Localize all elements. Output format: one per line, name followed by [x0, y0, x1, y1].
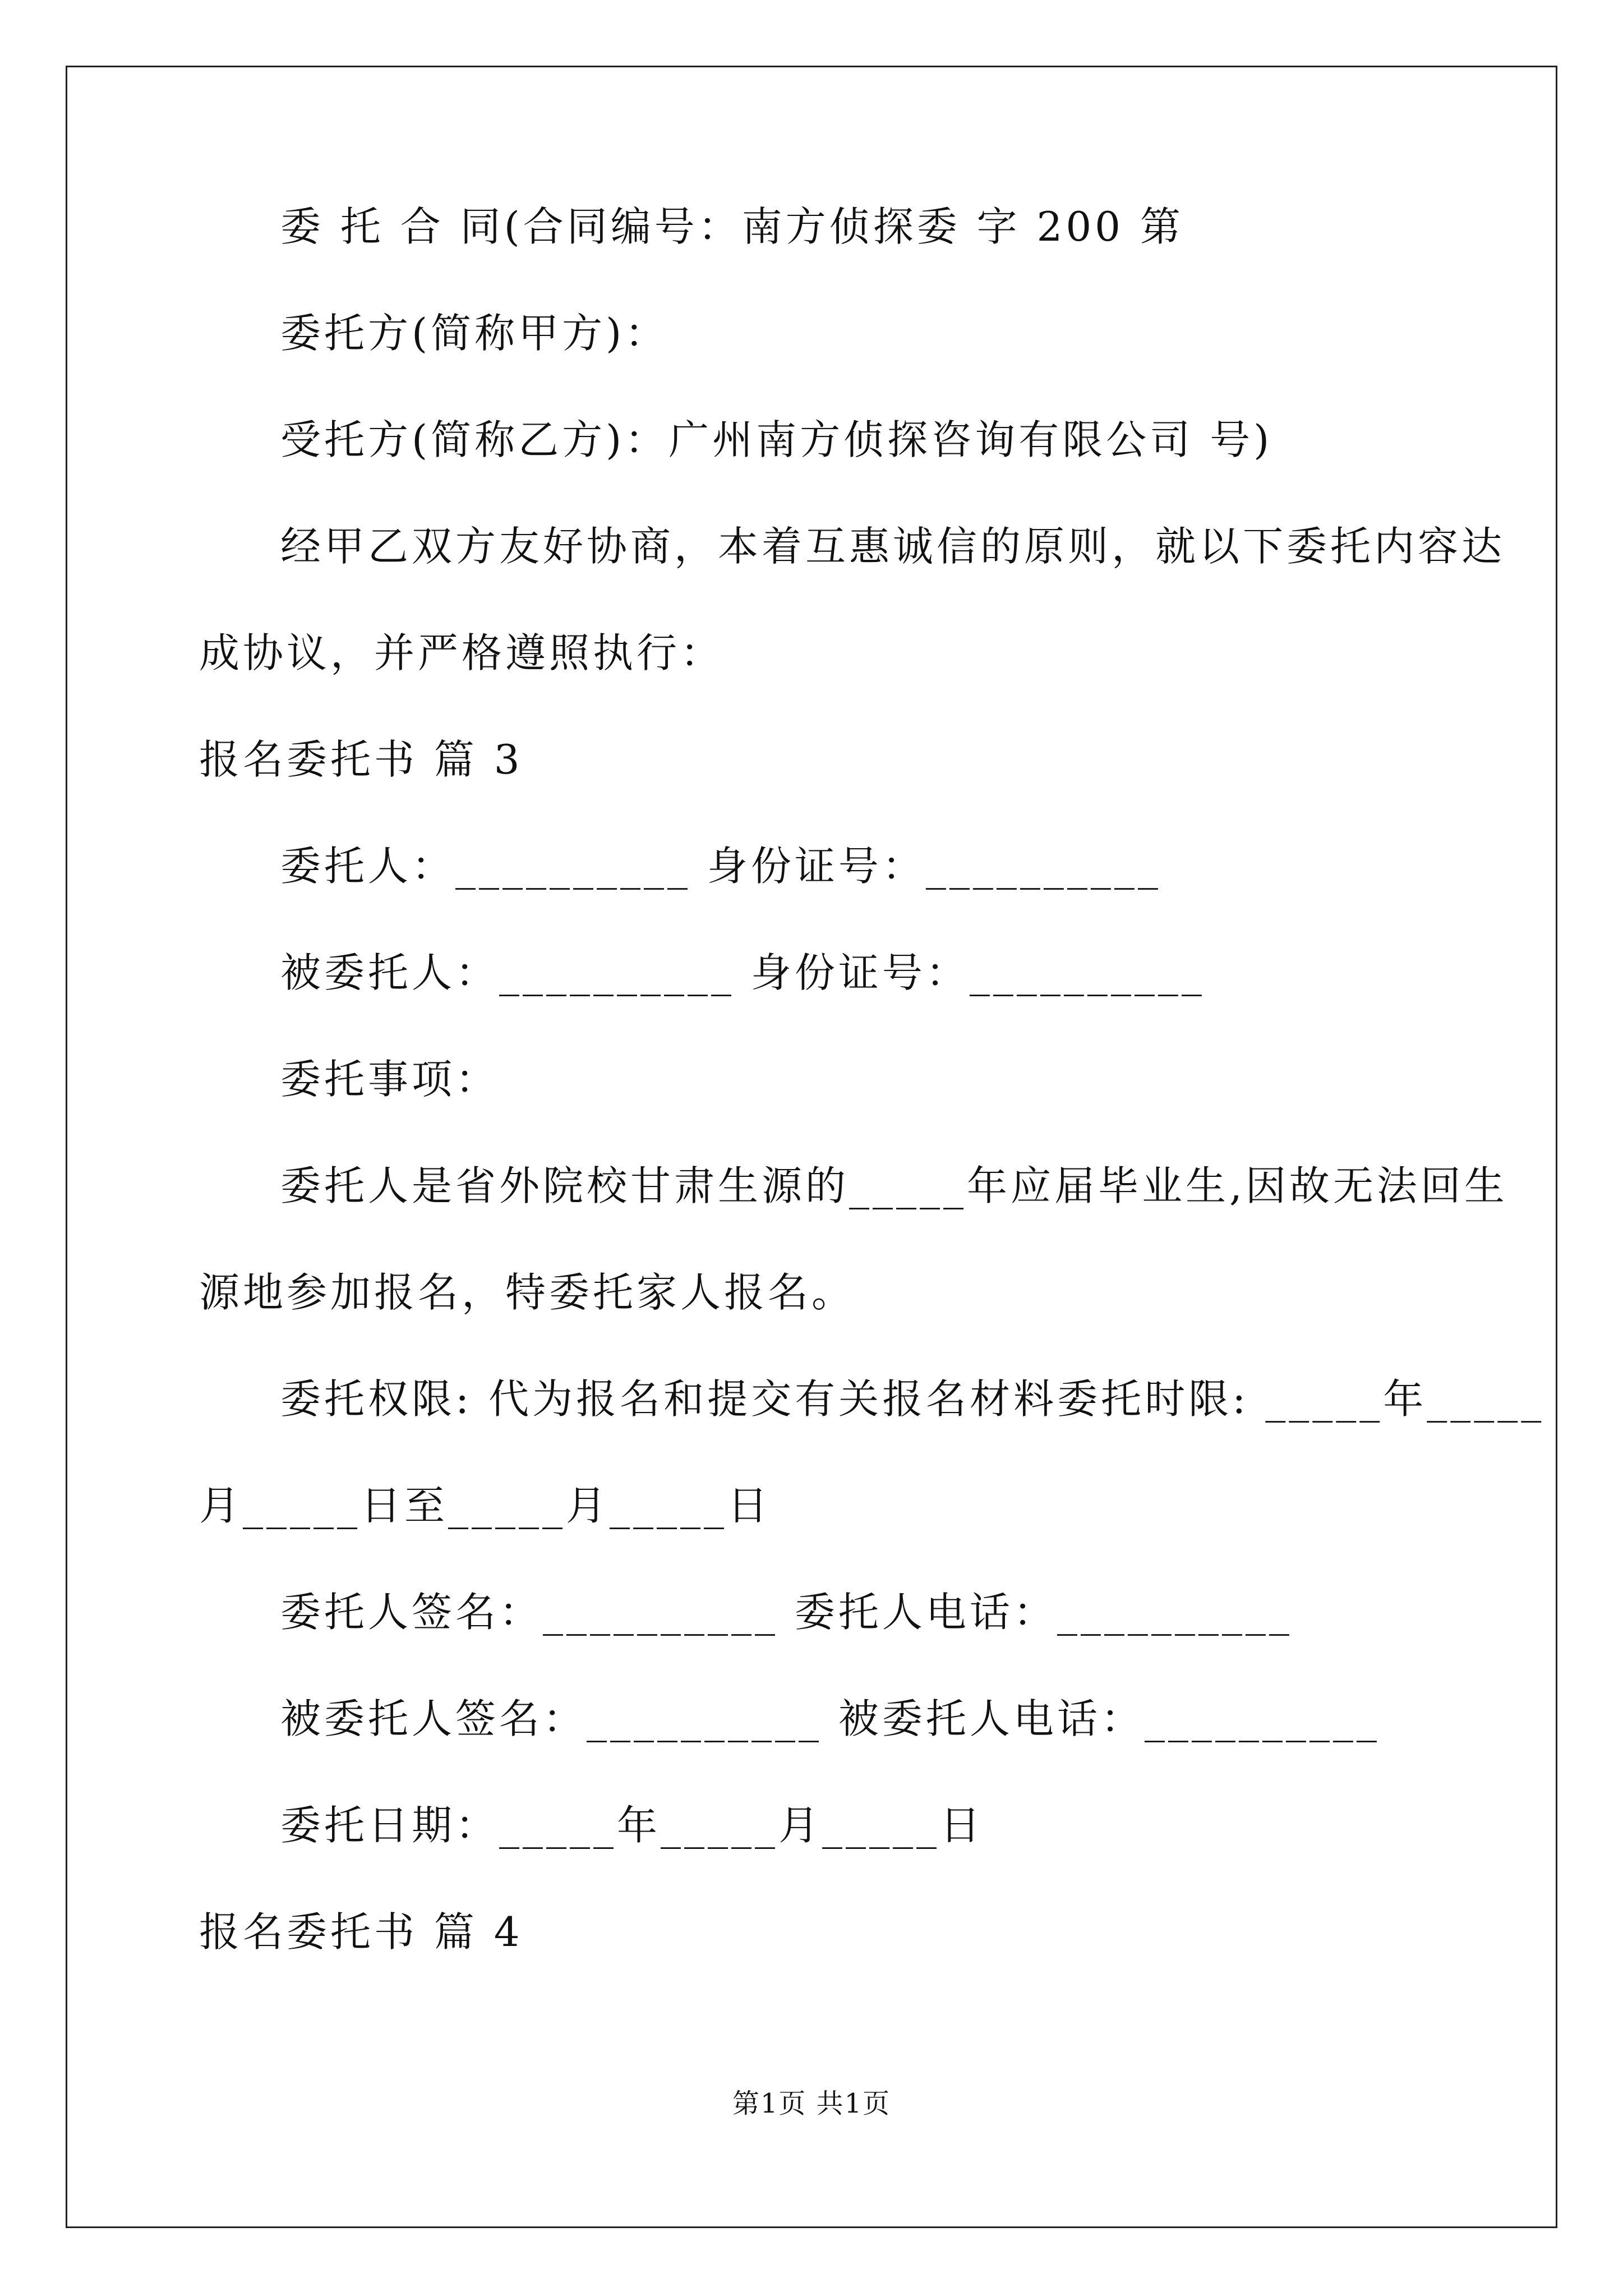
- page-footer: 第1页 共1页: [732, 2088, 891, 2119]
- agent-signature-line: 被委托人签名：__________ 被委托人电话：__________: [280, 1695, 1380, 1742]
- agreement-paragraph-line-1: 经甲乙双方友好协商，本着互惠诚信的原则，就以下委托内容达: [280, 523, 1506, 570]
- matters-label: 委托事项：: [280, 1056, 500, 1103]
- authority-paragraph-line-2: 月_____日至_____月_____日: [199, 1482, 772, 1529]
- matters-paragraph-line-2: 源地参加报名，特委托家人报名。: [199, 1269, 856, 1316]
- date-line: 委托日期：_____年_____月_____日: [280, 1802, 984, 1849]
- trustee-line: 受托方(简称乙方)：广州南方侦探咨询有限公司 号): [280, 416, 1273, 463]
- section-heading-3: 报名委托书 篇 3: [199, 736, 523, 783]
- contract-title-line: 委 托 合 同(合同编号：南方侦探委 字 200 第: [280, 203, 1184, 250]
- matters-paragraph-line-1: 委托人是省外院校甘肃生源的_____年应届毕业生,因故无法回生: [280, 1162, 1508, 1209]
- agreement-paragraph-line-2: 成协议，并严格遵照执行：: [199, 629, 725, 677]
- section-heading-4: 报名委托书 篇 4: [199, 1908, 523, 1955]
- page-border: [66, 66, 1557, 2228]
- authority-paragraph-line-1: 委托权限: 代为报名和提交有关报名材料委托时限: _____年_____: [280, 1375, 1545, 1423]
- agent-line: 被委托人：__________ 身份证号：__________: [280, 949, 1205, 996]
- principal-signature-line: 委托人签名：__________ 委托人电话：__________: [280, 1589, 1293, 1636]
- principal-line: 委托人：__________ 身份证号：__________: [280, 843, 1161, 890]
- client-line: 委托方(简称甲方)：: [280, 310, 669, 357]
